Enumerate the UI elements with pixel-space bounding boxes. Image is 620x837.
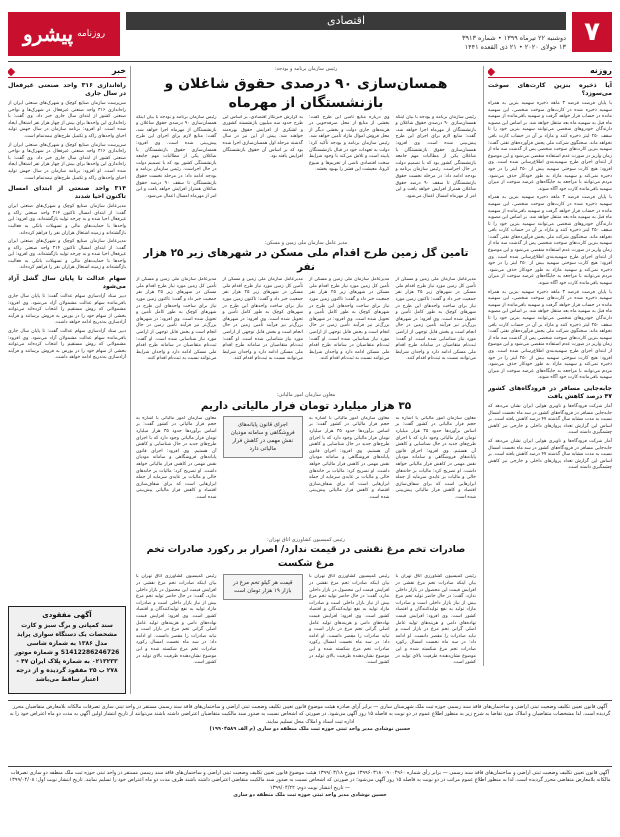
diamond-marker-icon	[8, 67, 15, 75]
lead-body-col-2: وی درباره منابع تأمین این طرح گفت: بخشی از منابع از محل صرفه‌جویی در هزینه‌های جاری دولت و بخشی دیگر از محل فروش اموال مازاد تأمین خواهد شد. رئیس سازمان برنامه و بودجه تأکید کرد: دولت به تعهدات خود در قبال بازنشستگان پایبند است و تلاش می‌کند با وجود شرایط سخت اقتصادی ناشی از تحریم‌ها و شیوع کرونا، معیشت این قشر را بهبود بخشد.	[309, 114, 390, 173]
tax-kicker: معاون سازمان امور مالیاتی:	[276, 392, 336, 399]
left-article-3-body-continued: دبیر ستاد آزادسازی سهام عدالت گفت: تا پایان سال جاری باقی‌مانده سهام عدالت مشمولان آزاد می‌شود. وی افزود: مشمولانی که روش مستقیم را انتخاب کرده‌اند می‌توانند بخشی از سهام خود را در بورس به فروش برسانند و فرآیند آزادسازی به‌تدریج ادامه خواهد داشت.	[8, 329, 126, 361]
left-article-2-body: مدیرعامل سازمان صنایع کوچک و شهرک‌های صنعتی ایران گفت: از ابتدای امسال تاکنون ۳۱۴ واحد صنعتی راکد و غیرفعال احیا شده و به چرخه تولید بازگشته‌اند. وی افزود: این واحدها با حمایت‌های مالی و تسهیلات بانکی به فعالیت بازگشته‌اند و زمینه اشتغال هزاران نفر را فراهم کرده‌اند.	[8, 204, 126, 236]
page-header	[8, 6, 612, 62]
date-line-1: دوشنبه ۲۲ تیرماه ۱۳۹۹ • شماره ۳۹۱۳	[461, 34, 566, 42]
egg-kicker: رئیس کمیسیون کشاورزی اتاق تهران:	[267, 536, 345, 543]
left-column-label: خبر	[111, 66, 126, 76]
lead-body-col-4: رئیس سازمان برنامه و بودجه با بیان اینکه همسان‌سازی ۹۰ درصدی حقوق شاغلان و بازنشستگان از مهرماه اجرا خواهد شد، گفت: منابع لازم برای اجرای این طرح پیش‌بینی شده است. وی افزود: همسان‌سازی حقوق بازنشستگان با شاغلان یکی از مطالبات مهم جامعه بازنشستگی کشور بود که با تصمیم دولت در حال اجراست. رئیس سازمان برنامه و بودجه ادامه داد: در مرحله نخست حقوق بازنشستگان تا سقف ۹۰ درصد حقوق شاغلان همتراز افزایش خواهد یافت و این امر از مهرماه امسال اعمال می‌شود.	[136, 114, 217, 199]
left-article-3-body: دبیر ستاد آزادسازی سهام عدالت گفت: تا پایان سال جاری باقی‌مانده سهام عدالت مشمولان آزاد می‌شود. وی افزود: مشمولانی که روش مستقیم را انتخاب کرده‌اند می‌توانند بخشی از سهام خود را در بورس به فروش برسانند و فرآیند آزادسازی به‌تدریج ادامه خواهد داشت.	[8, 294, 126, 326]
right-article-1-body: با پایان فرصت قرضه ۳ ماهه ذخیره سهمیه بنزین به همراه سهمیه ذخیره شده در کارت‌های سوخت شخصی، این سهمیه مانده در حساب قرار خواهد گرفت و سهمیه باقی‌مانده از سهمیه ماه قبل به سهمیه ماه بعد منتقل خواهد شد. بر اساس این مصوبه دارندگان خودروهای شخصی می‌توانند سهمیه بنزین خود را تا سقف ۲۵۰ لیتر ذخیره کنند و مازاد بر آن در حساب کارت باقی نخواهد ماند. سخنگوی شرکت ملی پخش فرآورده‌های نفتی گفت: سهمیه بنزین کارت‌های سوخت شخصی پس از گذشت سه ماه از زمان واریز در صورت عدم استفاده منقضی می‌شود و این موضوع از ابتدای اجرای طرح سهمیه‌بندی اطلاع‌رسانی شده است. وی افزود: هیچ کارت سوختی سهمیه بیش از ۲۵۰ لیتر را در خود ذخیره نمی‌کند و سهمیه مازاد به طور خودکار حذف می‌شود. مردم می‌توانند با مراجعه به جایگاه‌های عرضه سوخت از میزان سهمیه باقی‌مانده کارت خود آگاه شوند.	[488, 101, 612, 192]
tax-headline: ۳۵ هزار میلیارد تومان فرار مالیاتی داریم	[200, 399, 412, 412]
housing-body-col-1: مدیرعامل سازمان ملی زمین و مسکن از تأمین کل زمین مورد نیاز طرح اقدام ملی مسکن در شهرهای زیر ۲۵ هزار نفر جمعیت خبر داد و گفت: تاکنون زمین مورد نیاز برای ساخت واحدهای این طرح در شهرهای کوچک به طور کامل تأمین و تحویل شده است. وی افزود: در شهرهای بزرگ‌تر نیز فرآیند تأمین زمین در حال انجام است و بخش قابل توجهی از اراضی مورد نیاز شناسایی شده است. او گفت: ثبت‌نام متقاضیان در سامانه طرح اقدام ملی مسکن ادامه دارد و واجدان شرایط می‌توانند نسبت به ثبت‌نام اقدام کنند.	[395, 277, 476, 362]
legal-notice-2	[8, 766, 612, 830]
left-column-header	[8, 66, 126, 78]
lead-body-col-3: به گزارش خبرنگار اقتصادی، بر اساس این طرح حدود سه میلیون بازنشسته کشوری و لشکری از افزایش حقوق بهره‌مند خواهند شد. پیش از این نیز در سال گذشته مرحله اول همسان‌سازی اجرا شده بود که بر اساس آن حقوق بازنشستگان افزایش یافته بود.	[222, 114, 303, 160]
tax-article-body	[136, 416, 476, 534]
lead-kicker: رئیس سازمان برنامه و بودجه:	[274, 66, 338, 72]
housing-body-col-2: مدیرعامل سازمان ملی زمین و مسکن از تأمین کل زمین مورد نیاز طرح اقدام ملی مسکن در شهرهای زیر ۲۵ هزار نفر جمعیت خبر داد و گفت: تاکنون زمین مورد نیاز برای ساخت واحدهای این طرح در شهرهای کوچک به طور کامل تأمین و تحویل شده است. وی افزود: در شهرهای بزرگ‌تر نیز فرآیند تأمین زمین در حال انجام است و بخش قابل توجهی از اراضی مورد نیاز شناسایی شده است. او گفت: ثبت‌نام متقاضیان در سامانه طرح اقدام ملی مسکن ادامه دارد و واجدان شرایط می‌توانند نسبت به ثبت‌نام اقدام کنند.	[309, 277, 390, 362]
logo-big-text: پیشرو	[22, 22, 74, 46]
right-article-2-body-continued: آمار شرکت فرودگاه‌ها و ناوبری هوایی ایران نشان می‌دهد که جابه‌جایی مسافر در فرودگاه‌های کشور در سه ماه نخست امسال نسبت به مدت مشابه سال گذشته ۴۷ درصد کاهش یافته است. بر اساس این گزارش تعداد پروازهای داخلی و خارجی نیز کاهش چشمگیری داشته است.	[488, 438, 612, 471]
left-column	[8, 66, 126, 666]
newspaper-logo	[8, 12, 120, 56]
ad-body: سند کمپانی و برگ سبز و کارت مشخصات یک دستگاه سواری پراید مدل ۱۳۸۶ به شماره شاسی S1412286246726 و شماره موتور ۰۲۱۳۲۳۳ به شماره پلاک ایران ۴۷ - ۲۷۸ ب ۲۵ مفقود گردیده و از درجه اعتبار ساقط می‌باشد	[14, 622, 120, 683]
newspaper-page	[8, 6, 612, 831]
tax-body-col-4: معاون سازمان امور مالیاتی با اشاره به حجم فرار مالیاتی در کشور گفت: بر اساس برآوردها حدود ۳۵ هزار میلیارد تومان فرار مالیاتی وجود دارد که با اجرای طرح‌های جدید در حال شناسایی و کاهش آن هستیم. وی افزود: اجرای قانون پایانه‌های فروشگاهی و سامانه مودیان نقش مهمی در کاهش فرار مالیاتی خواهد داشت. او تصریح کرد: مالیات بر خانه‌های خالی و مالیات بر عایدی سرمایه از جمله ابزارهایی است که برای شفاف‌سازی اقتصاد و کاهش فرار مالیاتی پیش‌بینی شده است.	[136, 415, 217, 500]
egg-callout-col	[223, 574, 304, 684]
section-title: اقتصادی	[126, 12, 566, 30]
notice-2-signature: حسین نوشادی مدیر واحد ثبتی حوزه ثبت ملک منطقه دو ساری	[233, 792, 387, 799]
notice-1-text: آگهی قانون تعیین تکلیف وضعیت ثبتی اراضی و ساختمان‌های فاقد سند رسمی حوزه ثبت ملک شهرستان ساری — برابر آرای صادره هیئت موضوع قانون تعیین تکلیف وضعیت ثبتی اراضی و ساختمان‌های فاقد سند رسمی مستقر در واحد ثبتی ساری تصرفات مالکانه بلامعارض متقاضیان محرز گردیده است. لذا مشخصات متقاضیان و املاک مورد تقاضا به شرح زیر به منظور اطلاع عموم در دو نوبت به فاصله ۱۵ روز آگهی می‌شود. در صورتی که اشخاص نسبت به صدور سند مالکیت متقاضیان اعتراضی داشته باشند می‌توانند از تاریخ انتشار اولین آگهی به مدت دو ماه اعتراض خود را به اداره ثبت اسناد و املاک محل تسلیم نمایند.	[9, 704, 611, 725]
notice-1-signature: حسین نوشادی مدیر واحد ثبتی حوزه ثبت ملک منطقه دو ساری (م الف ۱۹۹۰۴۵۸۹)	[209, 726, 411, 733]
egg-body-col-2: رئیس کمیسیون کشاورزی اتاق تهران با بیان اینکه صادرات تخم مرغ نقشی در افزایش قیمت این محصول در بازار داخلی ندارد، گفت: در حال حاضر تولید تخم مرغ بیش از نیاز بازار داخلی است و صادرات مازاد تولید به نفع تولیدکنندگان و اقتصاد کشور است. وی افزود: افزایش قیمت نهاده‌های دامی و هزینه‌های تولید عامل اصلی گرانی تخم مرغ در بازار است و نباید صادرات را مقصر دانست. او ادامه داد: در سه ماه نخست امسال رکورد صادرات تخم مرغ شکسته شده و این موضوع نشان‌دهنده ظرفیت بالای تولید در کشور است.	[309, 574, 390, 666]
housing-article-body	[136, 277, 476, 389]
right-article-2-headline: جابه‌جایی مسافر در فرودگاه‌های کشور ۴۷ درصد کاهش یافت	[488, 384, 612, 400]
dateline	[126, 34, 566, 52]
egg-body-col-4: رئیس کمیسیون کشاورزی اتاق تهران با بیان اینکه صادرات تخم مرغ نقشی در افزایش قیمت این محصول در بازار داخلی ندارد، گفت: در حال حاضر تولید تخم مرغ بیش از نیاز بازار داخلی است و صادرات مازاد تولید به نفع تولیدکنندگان و اقتصاد کشور است. وی افزود: افزایش قیمت نهاده‌های دامی و هزینه‌های تولید عامل اصلی گرانی تخم مرغ در بازار است و نباید صادرات را مقصر دانست. او ادامه داد: در سه ماه نخست امسال رکورد صادرات تخم مرغ شکسته شده و این موضوع نشان‌دهنده ظرفیت بالای تولید در کشور است.	[136, 574, 217, 666]
ad-title: آگهی مفقودی	[42, 611, 92, 619]
right-article-2-body: آمار شرکت فرودگاه‌ها و ناوبری هوایی ایران نشان می‌دهد که جابه‌جایی مسافر در فرودگاه‌های کشور در سه ماه نخست امسال نسبت به مدت مشابه سال گذشته ۴۷ درصد کاهش یافته است. بر اساس این گزارش تعداد پروازهای داخلی و خارجی نیز کاهش چشمگیری داشته است.	[488, 403, 612, 436]
housing-kicker: مدیر عامل سازمان ملی زمین و مسکن:	[264, 239, 348, 246]
left-article-1-headline: راه‌اندازی ۳۱۶ واحد صنعتی غیرفعال در سال جاری	[8, 82, 126, 97]
left-article-1-body: سرپرست سازمان صنایع کوچک و شهرک‌های صنعتی ایران از راه‌اندازی ۳۱۶ واحد صنعتی غیرفعال در شهرک‌ها و نواحی صنعتی کشور از ابتدای سال جاری خبر داد. وی گفت: با راه‌اندازی این واحدها برای بیش از چهار هزار نفر اشتغال ایجاد شده است. او افزود: برنامه سازمان در سال جهش تولید احیای واحدهای راکد و تکمیل طرح‌های نیمه‌تمام است.	[8, 101, 126, 139]
housing-body-col-3: مدیرعامل سازمان ملی زمین و مسکن از تأمین کل زمین مورد نیاز طرح اقدام ملی مسکن در شهرهای زیر ۲۵ هزار نفر جمعیت خبر داد و گفت: تاکنون زمین مورد نیاز برای ساخت واحدهای این طرح در شهرهای کوچک به طور کامل تأمین و تحویل شده است. وی افزود: در شهرهای بزرگ‌تر نیز فرآیند تأمین زمین در حال انجام است و بخش قابل توجهی از اراضی مورد نیاز شناسایی شده است. او گفت: ثبت‌نام متقاضیان در سامانه طرح اقدام ملی مسکن ادامه دارد و واجدان شرایط می‌توانند نسبت به ثبت‌نام اقدام کنند.	[222, 277, 303, 362]
housing-headline: تامین گل زمین طرح اقدام ملی مسکن در شهرهای زیر ۲۵ هزار نفر	[143, 247, 469, 274]
column-divider	[130, 66, 131, 694]
tax-body-col-2: معاون سازمان امور مالیاتی با اشاره به حجم فرار مالیاتی در کشور گفت: بر اساس برآوردها حدود ۳۵ هزار میلیارد تومان فرار مالیاتی وجود دارد که با اجرای طرح‌های جدید در حال شناسایی و کاهش آن هستیم. وی افزود: اجرای قانون پایانه‌های فروشگاهی و سامانه مودیان نقش مهمی در کاهش فرار مالیاتی خواهد داشت. او تصریح کرد: مالیات بر خانه‌های خالی و مالیات بر عایدی سرمایه از جمله ابزارهایی است که برای شفاف‌سازی اقتصاد و کاهش فرار مالیاتی پیش‌بینی شده است.	[309, 415, 390, 500]
tax-pullquote-col	[223, 416, 304, 534]
egg-article-body	[136, 574, 476, 684]
page-number: ۷	[572, 12, 612, 52]
legal-notice-1	[8, 700, 612, 764]
lost-document-ad	[8, 606, 126, 694]
column-divider	[483, 66, 484, 666]
left-article-3-headline: سهام عدالت تا پایان سال گشل آزاد می‌شود	[8, 275, 126, 291]
left-article-2-body-continued: مدیرعامل سازمان صنایع کوچک و شهرک‌های صنعتی ایران گفت: از ابتدای امسال تاکنون ۳۱۴ واحد صنعتی راکد و غیرفعال احیا شده و به چرخه تولید بازگشته‌اند. وی افزود: این واحدها با حمایت‌های مالی و تسهیلات بانکی به فعالیت بازگشته‌اند و زمینه اشتغال هزاران نفر را فراهم کرده‌اند.	[8, 239, 126, 271]
left-article-2-headline: ۳۱۴ واحد صنعتی از ابتدای امسال تاکنون احیا شدند	[8, 185, 126, 201]
right-column-header	[488, 66, 612, 78]
logo-small-text: روزنامه	[77, 29, 106, 39]
right-article-1-body-continued: با پایان فرصت قرضه ۳ ماهه ذخیره سهمیه بنزین به همراه سهمیه ذخیره شده در کارت‌های سوخت شخصی، این سهمیه مانده در حساب قرار خواهد گرفت و سهمیه باقی‌مانده از سهمیه ماه قبل به سهمیه ماه بعد منتقل خواهد شد. بر اساس این مصوبه دارندگان خودروهای شخصی می‌توانند سهمیه بنزین خود را تا سقف ۲۵۰ لیتر ذخیره کنند و مازاد بر آن در حساب کارت باقی نخواهد ماند. سخنگوی شرکت ملی پخش فرآورده‌های نفتی گفت: سهمیه بنزین کارت‌های سوخت شخصی پس از گذشت سه ماه از زمان واریز در صورت عدم استفاده منقضی می‌شود و این موضوع از ابتدای اجرای طرح سهمیه‌بندی اطلاع‌رسانی شده است. وی افزود: هیچ کارت سوختی سهمیه بیش از ۲۵۰ لیتر را در خود ذخیره نمی‌کند و سهمیه مازاد به طور خودکار حذف می‌شود. مردم می‌توانند با مراجعه به جایگاه‌های عرضه سوخت از میزان سهمیه باقی‌مانده کارت خود آگاه شوند.	[488, 195, 612, 287]
right-column-label: روزنه	[589, 66, 612, 76]
lead-headline: همسان‌سازی ۹۰ درصدی حقوق شاغلان و بازنشستگان از مهرماه	[164, 75, 448, 111]
right-article-1-headline: آیا ذخیره بنزین کارت‌های سوخت می‌سوزد؟	[488, 82, 612, 97]
diamond-marker-icon	[488, 67, 495, 75]
right-article-1-body-continued-2: با پایان فرصت قرضه ۳ ماهه ذخیره سهمیه بنزین به همراه سهمیه ذخیره شده در کارت‌های سوخت شخصی، این سهمیه مانده در حساب قرار خواهد گرفت و سهمیه باقی‌مانده از سهمیه ماه قبل به سهمیه ماه بعد منتقل خواهد شد. بر اساس این مصوبه دارندگان خودروهای شخصی می‌توانند سهمیه بنزین خود را تا سقف ۲۵۰ لیتر ذخیره کنند و مازاد بر آن در حساب کارت باقی نخواهد ماند. سخنگوی شرکت ملی پخش فرآورده‌های نفتی گفت: سهمیه بنزین کارت‌های سوخت شخصی پس از گذشت سه ماه از زمان واریز در صورت عدم استفاده منقضی می‌شود و این موضوع از ابتدای اجرای طرح سهمیه‌بندی اطلاع‌رسانی شده است. وی افزود: هیچ کارت سوختی سهمیه بیش از ۲۵۰ لیتر را در خود ذخیره نمی‌کند و سهمیه مازاد به طور خودکار حذف می‌شود. مردم می‌توانند با مراجعه به جایگاه‌های عرضه سوخت از میزان سهمیه باقی‌مانده کارت خود آگاه شوند.	[488, 289, 612, 381]
lead-article-body	[136, 115, 476, 237]
tax-body-col-1: معاون سازمان امور مالیاتی با اشاره به حجم فرار مالیاتی در کشور گفت: بر اساس برآوردها حدود ۳۵ هزار میلیارد تومان فرار مالیاتی وجود دارد که با اجرای طرح‌های جدید در حال شناسایی و کاهش آن هستیم. وی افزود: اجرای قانون پایانه‌های فروشگاهی و سامانه مودیان نقش مهمی در کاهش فرار مالیاتی خواهد داشت. او تصریح کرد: مالیات بر خانه‌های خالی و مالیات بر عایدی سرمایه از جمله ابزارهایی است که برای شفاف‌سازی اقتصاد و کاهش فرار مالیاتی پیش‌بینی شده است.	[395, 415, 476, 500]
date-line-2: ۱۳ جولای ۲۰۲۰ • ۲۱ ذی القعده ۱۴۴۱	[464, 43, 566, 51]
center-area	[136, 66, 476, 696]
egg-body-col-1: رئیس کمیسیون کشاورزی اتاق تهران با بیان اینکه صادرات تخم مرغ نقشی در افزایش قیمت این محصول در بازار داخلی ندارد، گفت: در حال حاضر تولید تخم مرغ بیش از نیاز بازار داخلی است و صادرات مازاد تولید به نفع تولیدکنندگان و اقتصاد کشور است. وی افزود: افزایش قیمت نهاده‌های دامی و هزینه‌های تولید عامل اصلی گرانی تخم مرغ در بازار است و نباید صادرات را مقصر دانست. او ادامه داد: در سه ماه نخست امسال رکورد صادرات تخم مرغ شکسته شده و این موضوع نشان‌دهنده ظرفیت بالای تولید در کشور است.	[395, 574, 476, 666]
tax-pullquote: اجرای قانون پایانه‌های فروشگاهی و سامانه مودیان نقش مهمی در کاهش فرار مالیاتی دارد	[223, 416, 304, 458]
right-column	[488, 66, 612, 666]
left-article-1-body-continued: سرپرست سازمان صنایع کوچک و شهرک‌های صنعتی ایران از راه‌اندازی ۳۱۶ واحد صنعتی غیرفعال در شهرک‌ها و نواحی صنعتی کشور از ابتدای سال جاری خبر داد. وی گفت: با راه‌اندازی این واحدها برای بیش از چهار هزار نفر اشتغال ایجاد شده است. او افزود: برنامه سازمان در سال جهش تولید احیای واحدهای راکد و تکمیل طرح‌های نیمه‌تمام است.	[8, 142, 126, 181]
housing-body-col-4: مدیرعامل سازمان ملی زمین و مسکن از تأمین کل زمین مورد نیاز طرح اقدام ملی مسکن در شهرهای زیر ۲۵ هزار نفر جمعیت خبر داد و گفت: تاکنون زمین مورد نیاز برای ساخت واحدهای این طرح در شهرهای کوچک به طور کامل تأمین و تحویل شده است. وی افزود: در شهرهای بزرگ‌تر نیز فرآیند تأمین زمین در حال انجام است و بخش قابل توجهی از اراضی مورد نیاز شناسایی شده است. او گفت: ثبت‌نام متقاضیان در سامانه طرح اقدام ملی مسکن ادامه دارد و واجدان شرایط می‌توانند نسبت به ثبت‌نام اقدام کنند.	[136, 277, 217, 362]
egg-headline: صادرات تخم مرغ نقشی در قیمت ندارد/ اصرار بر رکورد صادرات تخم مرغ شکست	[146, 544, 466, 570]
notice-2-text: آگهی قانون تعیین تکلیف وضعیت ثبتی اراضی و ساختمان‌های فاقد سند رسمی — برابر رأی شماره ۱۳۹۹۶۰۳۱۸۰۰۹۰۰۴۹۶۰ مورخ ۱۳۹۹/۰۳/۱۸ هیئت موضوع قانون تعیین تکلیف وضعیت ثبتی اراضی و ساختمان‌های فاقد سند رسمی مستقر در واحد ثبتی حوزه ثبت ملک منطقه دو ساری تصرفات مالکانه بلامعارض متقاضی محرز گردیده است. لذا به منظور اطلاع عموم مراتب در دو نوبت به فاصله ۱۵ روز آگهی می‌شود؛ در صورتی که اشخاص نسبت به صدور سند مالکیت متقاضی اعتراضی داشته باشند ظرف مدت دو ماه اعتراض خود را تسلیم نمایند. تاریخ انتشار نوبت اول: ۱۳۹۹/۰۴/۰۸ — تاریخ انتشار نوبت دوم: ۱۳۹۹/۰۴/۲۲	[9, 770, 611, 791]
lead-body-col-1: رئیس سازمان برنامه و بودجه با بیان اینکه همسان‌سازی ۹۰ درصدی حقوق شاغلان و بازنشستگان از مهرماه اجرا خواهد شد، گفت: منابع لازم برای اجرای این طرح پیش‌بینی شده است. وی افزود: همسان‌سازی حقوق بازنشستگان با شاغلان یکی از مطالبات مهم جامعه بازنشستگی کشور بود که با تصمیم دولت در حال اجراست. رئیس سازمان برنامه و بودجه ادامه داد: در مرحله نخست حقوق بازنشستگان تا سقف ۹۰ درصد حقوق شاغلان همتراز افزایش خواهد یافت و این امر از مهرماه امسال اعمال می‌شود.	[395, 114, 476, 199]
egg-price-callout: قیمت هر کیلو تخم مرغ در بازار ۱۹ هزار تومان است	[223, 574, 304, 600]
